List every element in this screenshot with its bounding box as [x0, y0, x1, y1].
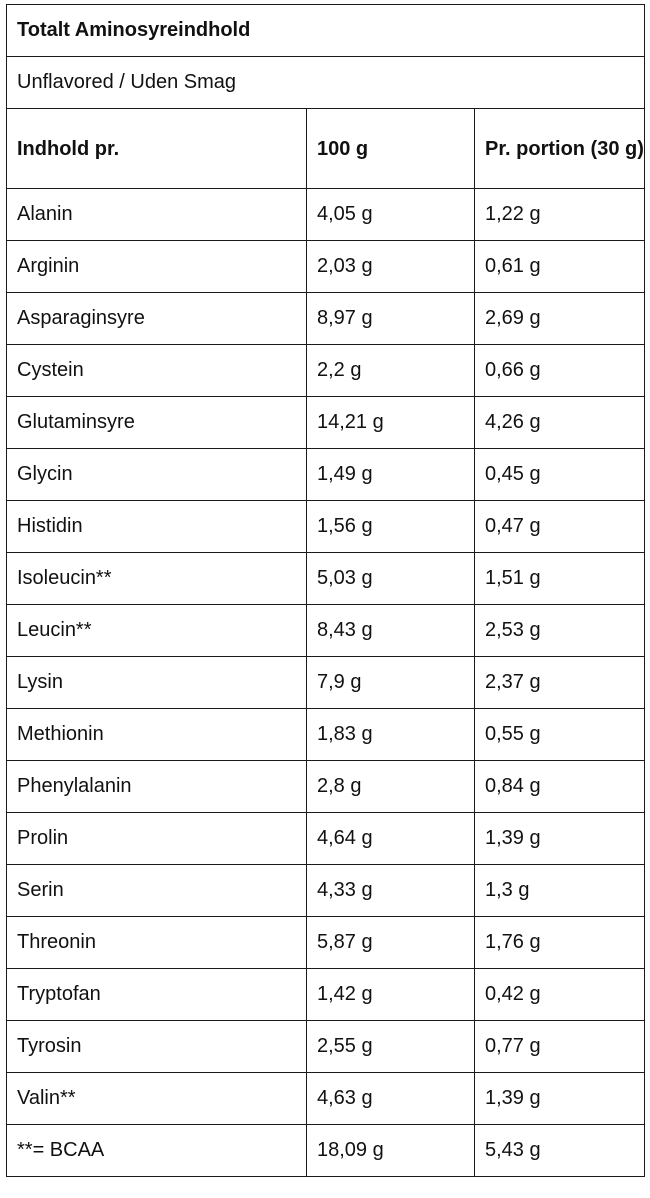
value-per-100g: 1,42 g: [307, 969, 475, 1021]
table-row: [7, 605, 645, 657]
table-row: [7, 345, 645, 397]
value-per-100g: 2,55 g: [307, 1021, 475, 1073]
amino-acid-name: Leucin**: [7, 605, 307, 657]
value-per-portion: 2,53 g: [475, 605, 645, 657]
amino-acid-name: Histidin: [7, 501, 307, 553]
amino-acid-name: Cystein: [7, 345, 307, 397]
table-row: [7, 657, 645, 709]
value-per-100g: 18,09 g: [307, 1125, 475, 1177]
amino-acid-name: Alanin: [7, 189, 307, 241]
table-row: [7, 449, 645, 501]
table-row: [7, 397, 645, 449]
table-row: [7, 1021, 645, 1073]
value-per-100g: 4,63 g: [307, 1073, 475, 1125]
flavor-row: [7, 57, 645, 109]
amino-acid-name: Glycin: [7, 449, 307, 501]
amino-acid-name: Asparaginsyre: [7, 293, 307, 345]
table-row: [7, 761, 645, 813]
table-row: [7, 553, 645, 605]
value-per-portion: 1,51 g: [475, 553, 645, 605]
value-per-100g: 2,03 g: [307, 241, 475, 293]
value-per-100g: 8,43 g: [307, 605, 475, 657]
value-per-portion: 0,84 g: [475, 761, 645, 813]
table-row: [7, 189, 645, 241]
amino-acid-name: Isoleucin**: [7, 553, 307, 605]
value-per-100g: 5,03 g: [307, 553, 475, 605]
header-per-portion: Pr. portion (30 g): [475, 109, 645, 189]
table-row: [7, 1073, 645, 1125]
amino-acid-name: Valin**: [7, 1073, 307, 1125]
value-per-100g: 7,9 g: [307, 657, 475, 709]
table-row: [7, 1125, 645, 1177]
amino-acid-name: Glutaminsyre: [7, 397, 307, 449]
table-row: [7, 813, 645, 865]
table-row: [7, 293, 645, 345]
table-row: [7, 865, 645, 917]
amino-acid-name: Lysin: [7, 657, 307, 709]
table-title: Totalt Aminosyreindhold: [7, 5, 645, 57]
column-header-row: [7, 109, 645, 189]
amino-acid-name: Methionin: [7, 709, 307, 761]
amino-acid-name: Phenylalanin: [7, 761, 307, 813]
table-row: [7, 969, 645, 1021]
amino-acid-name: Threonin: [7, 917, 307, 969]
value-per-100g: 4,05 g: [307, 189, 475, 241]
table-row: [7, 241, 645, 293]
amino-acid-name: **= BCAA: [7, 1125, 307, 1177]
value-per-100g: 1,49 g: [307, 449, 475, 501]
value-per-100g: 2,2 g: [307, 345, 475, 397]
amino-acid-name: Tyrosin: [7, 1021, 307, 1073]
table-row: [7, 501, 645, 553]
value-per-portion: 1,76 g: [475, 917, 645, 969]
header-per-100g: 100 g: [307, 109, 475, 189]
value-per-portion: 2,37 g: [475, 657, 645, 709]
amino-acid-name: Arginin: [7, 241, 307, 293]
value-per-portion: 4,26 g: [475, 397, 645, 449]
value-per-portion: 0,66 g: [475, 345, 645, 397]
table-row: [7, 917, 645, 969]
value-per-100g: 4,64 g: [307, 813, 475, 865]
value-per-portion: 1,22 g: [475, 189, 645, 241]
value-per-portion: 1,39 g: [475, 813, 645, 865]
table-title-row: [7, 5, 645, 57]
value-per-100g: 14,21 g: [307, 397, 475, 449]
value-per-portion: 2,69 g: [475, 293, 645, 345]
value-per-portion: 0,47 g: [475, 501, 645, 553]
value-per-portion: 0,61 g: [475, 241, 645, 293]
amino-acid-name: Serin: [7, 865, 307, 917]
amino-acid-name: Tryptofan: [7, 969, 307, 1021]
value-per-100g: 8,97 g: [307, 293, 475, 345]
value-per-portion: 0,42 g: [475, 969, 645, 1021]
value-per-100g: 5,87 g: [307, 917, 475, 969]
value-per-100g: 1,56 g: [307, 501, 475, 553]
value-per-portion: 0,45 g: [475, 449, 645, 501]
value-per-portion: 1,39 g: [475, 1073, 645, 1125]
value-per-100g: 2,8 g: [307, 761, 475, 813]
value-per-portion: 0,77 g: [475, 1021, 645, 1073]
value-per-100g: 1,83 g: [307, 709, 475, 761]
value-per-portion: 1,3 g: [475, 865, 645, 917]
flavor-label: Unflavored / Uden Smag: [7, 57, 645, 109]
table-row: [7, 709, 645, 761]
value-per-100g: 4,33 g: [307, 865, 475, 917]
amino-acid-table: [6, 4, 645, 1177]
value-per-portion: 5,43 g: [475, 1125, 645, 1177]
value-per-portion: 0,55 g: [475, 709, 645, 761]
header-content-per: Indhold pr.: [7, 109, 307, 189]
amino-acid-name: Prolin: [7, 813, 307, 865]
